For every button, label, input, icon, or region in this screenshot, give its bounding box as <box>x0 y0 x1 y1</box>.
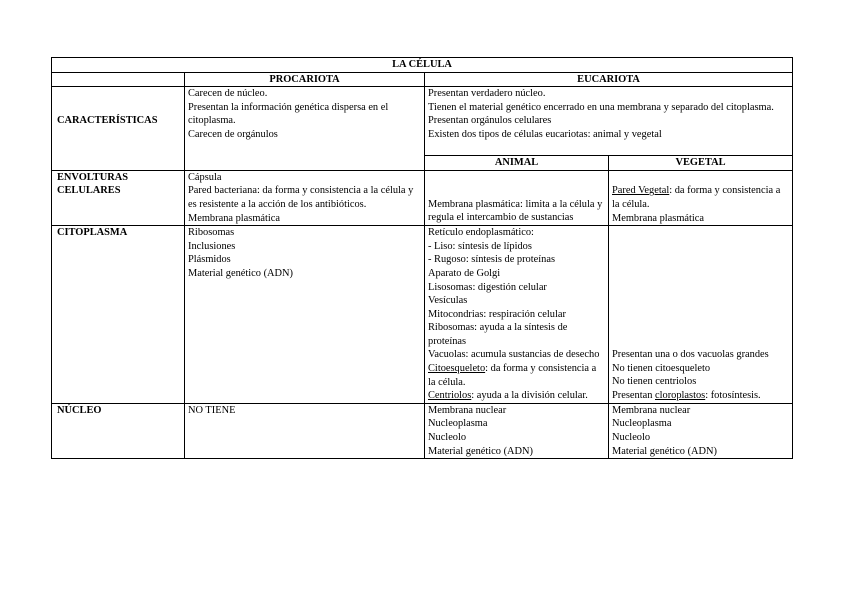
list-item: Nucleolo <box>612 432 651 444</box>
row-citoplasma <box>52 226 793 404</box>
envolturas-animal <box>425 170 609 225</box>
list-item: Pared bacteriana: da forma y consistencia a la célula y es resistente a la acción de los antibióticos. <box>188 185 414 210</box>
row-nucleo <box>52 403 793 458</box>
header-vegetal: VEGETAL <box>609 156 793 171</box>
list-item: - Liso: síntesis de lípidos <box>428 240 532 252</box>
caracteristicas-procariota <box>185 87 425 171</box>
citoplasma-procariota <box>185 226 425 404</box>
list-item: Presentan la información genética dispersa en el citoplasma. <box>188 101 389 127</box>
envolturas-vegetal <box>609 170 793 225</box>
list-item: Tienen el material genético encerrado en una membrana y separado del citoplasma. <box>428 101 774 113</box>
list-item: Vacuolas: acumula sustancias de desecho <box>428 349 600 361</box>
list-item: Membrana nuclear <box>428 404 507 416</box>
citoplasma-vegetal <box>609 226 793 404</box>
list-item: Mitocondrias: respiración celular <box>428 308 566 320</box>
list-item: Material genético (ADN) <box>428 445 534 457</box>
list-item: Carecen de núcleo. <box>188 88 268 100</box>
caracteristicas-eucariota <box>425 87 793 156</box>
nucleo-animal <box>425 403 609 458</box>
label-nucleo: NÚCLEO <box>52 403 185 458</box>
list-item: Presentan orgánulos celulares <box>428 115 552 127</box>
list-item: Ribosomas: ayuda a la síntesis de proteínas <box>428 322 568 347</box>
header-animal: ANIMAL <box>425 156 609 171</box>
list-item: Presentan una o dos vacuolas grandes <box>612 349 769 361</box>
list-item: Membrana nuclear <box>612 404 691 416</box>
list-item: - Rugoso: síntesis de proteínas <box>428 254 555 266</box>
list-item: Citoesqueleto: da forma y consistencia a la célula. <box>428 363 597 388</box>
title-row <box>52 58 793 73</box>
header-procariota: PROCARIOTA <box>185 72 425 87</box>
list-item: Membrana plasmática <box>612 212 705 224</box>
list-item: Presentan verdadero núcleo. <box>428 88 546 100</box>
underlined-term: cloroplastos <box>655 389 706 401</box>
underlined-term: Pared Vegetal <box>612 185 670 197</box>
table-title: LA CÉLULA <box>52 58 793 73</box>
underlined-term: Citoesqueleto <box>428 363 486 375</box>
list-item: No tienen centriolos <box>612 376 697 388</box>
empty-corner-cell <box>52 72 185 87</box>
row-envolturas <box>52 170 793 225</box>
row-caracteristicas <box>52 87 793 156</box>
cell-comparison-table <box>51 57 793 459</box>
header-eucariota: EUCARIOTA <box>425 72 793 87</box>
list-item: Carecen de orgánulos <box>188 128 278 140</box>
list-item: Membrana plasmática <box>188 212 281 224</box>
list-item: Material genético (ADN) <box>612 445 718 457</box>
nucleo-vegetal <box>609 403 793 458</box>
header-row <box>52 72 793 87</box>
label-envolturas: ENVOLTURAS CELULARES <box>52 170 185 225</box>
list-item: Cápsula <box>188 171 222 183</box>
list-item: Plásmidos <box>188 254 231 266</box>
list-item: Aparato de Golgi <box>428 267 501 279</box>
list-item: Pared Vegetal: da forma y consistencia a la célula. <box>612 185 781 210</box>
list-item: Material genético (ADN) <box>188 267 294 279</box>
label-citoplasma: CITOPLASMA <box>52 226 185 404</box>
list-item: Membrana plasmática: limita a la célula y regula el intercambio de sustancias <box>428 198 603 224</box>
list-item: Nucleoplasma <box>428 418 488 430</box>
list-item: Inclusiones <box>188 240 236 252</box>
list-item: Centriolos: ayuda a la división celular. <box>428 390 588 402</box>
list-item: Vesículas <box>428 295 468 307</box>
citoplasma-animal <box>425 226 609 404</box>
list-item: Presentan cloroplastos: fotosíntesis. <box>612 389 761 401</box>
list-item: Nucleolo <box>428 432 467 444</box>
nucleo-procariota: NO TIENE <box>185 403 425 458</box>
list-item: Ribosomas <box>188 227 235 239</box>
list-item: Existen dos tipos de células eucariotas: animal y vegetal <box>428 128 662 140</box>
list-item: Lisosomas: digestión celular <box>428 281 547 293</box>
underlined-term: Centriolos <box>428 390 472 402</box>
envolturas-procariota <box>185 170 425 225</box>
list-item: No tienen citoesqueleto <box>612 362 711 374</box>
list-item: Retículo endoplasmático: <box>428 227 534 239</box>
list-item: Nucleoplasma <box>612 418 672 430</box>
label-caracteristicas: CARACTERÍSTICAS <box>52 87 185 171</box>
